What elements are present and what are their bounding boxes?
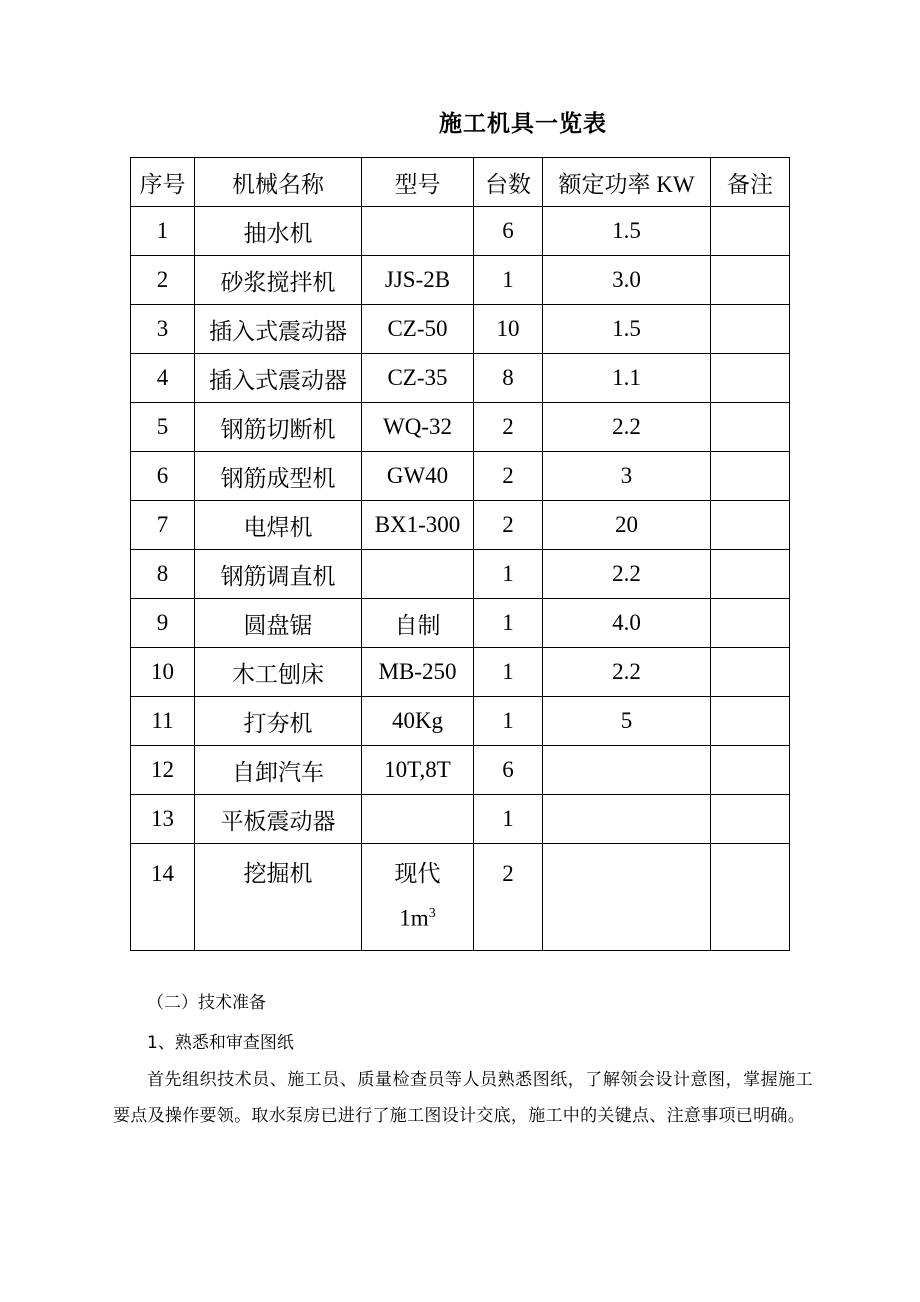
cell-qty: 1 <box>474 256 543 305</box>
cell-model: WQ-32 <box>362 403 474 452</box>
cell-name: 圆盘锯 <box>195 599 362 648</box>
cell-note <box>711 207 790 256</box>
cell-no: 13 <box>131 795 195 844</box>
section-heading: （二）技术准备 <box>147 993 266 1013</box>
cell-model: 40Kg <box>362 697 474 746</box>
table-row <box>131 354 790 403</box>
table-header-row <box>131 158 790 207</box>
table-row <box>131 452 790 501</box>
cell-no: 6 <box>131 452 195 501</box>
cell-power <box>543 844 711 951</box>
cell-model: CZ-50 <box>362 305 474 354</box>
cell-name: 钢筋调直机 <box>195 550 362 599</box>
cell-name: 抽水机 <box>195 207 362 256</box>
table-row <box>131 256 790 305</box>
cell-model: 10T,8T <box>362 746 474 795</box>
cell-name: 平板震动器 <box>195 795 362 844</box>
cell-note <box>711 599 790 648</box>
cell-name: 插入式震动器 <box>195 354 362 403</box>
cell-note <box>711 697 790 746</box>
cell-note <box>711 501 790 550</box>
cell-power <box>543 746 711 795</box>
cell-qty: 10 <box>474 305 543 354</box>
cell-power: 3.0 <box>543 256 711 305</box>
header-name: 机械名称 <box>195 158 362 207</box>
cell-qty: 1 <box>474 648 543 697</box>
cell-name: 自卸汽车 <box>195 746 362 795</box>
cell-note <box>711 403 790 452</box>
cell-note <box>711 550 790 599</box>
cell-model: GW40 <box>362 452 474 501</box>
cell-no: 10 <box>131 648 195 697</box>
cell-model <box>362 795 474 844</box>
cell-no: 12 <box>131 746 195 795</box>
page-title: 施工机具一览表 <box>439 110 607 137</box>
cell-power: 3 <box>543 452 711 501</box>
cell-power <box>543 795 711 844</box>
table-row <box>131 795 790 844</box>
cell-note <box>711 452 790 501</box>
cell-qty: 1 <box>474 599 543 648</box>
cell-qty: 1 <box>474 697 543 746</box>
table-row <box>131 550 790 599</box>
cell-qty: 6 <box>474 746 543 795</box>
cell-note <box>711 354 790 403</box>
cell-name: 电焊机 <box>195 501 362 550</box>
model-line-2 <box>362 894 473 939</box>
cell-power: 4.0 <box>543 599 711 648</box>
model-line-2-text: 1m <box>399 905 429 931</box>
cell-name: 钢筋切断机 <box>195 403 362 452</box>
model-line-1: 现代 <box>394 861 441 886</box>
table-row <box>131 697 790 746</box>
header-qty: 台数 <box>474 158 543 207</box>
subsection-heading: 1、熟悉和审查图纸 <box>147 1033 294 1053</box>
cell-note <box>711 256 790 305</box>
cell-no: 5 <box>131 403 195 452</box>
header-model: 型号 <box>362 158 474 207</box>
model-superscript: 3 <box>428 906 436 921</box>
cell-note <box>711 305 790 354</box>
cell-name: 砂浆搅拌机 <box>195 256 362 305</box>
cell-model: MB-250 <box>362 648 474 697</box>
cell-model <box>362 207 474 256</box>
cell-note <box>711 844 790 951</box>
cell-name: 插入式震动器 <box>195 305 362 354</box>
cell-model: JJS-2B <box>362 256 474 305</box>
cell-no: 14 <box>131 844 195 951</box>
cell-power: 1.5 <box>543 207 711 256</box>
table-row <box>131 305 790 354</box>
table-row <box>131 403 790 452</box>
cell-model: BX1-300 <box>362 501 474 550</box>
cell-qty: 2 <box>474 403 543 452</box>
cell-note <box>711 746 790 795</box>
table-row <box>131 746 790 795</box>
cell-qty: 2 <box>474 452 543 501</box>
cell-name: 挖掘机 <box>195 844 362 951</box>
table-row <box>131 599 790 648</box>
header-no: 序号 <box>131 158 195 207</box>
cell-power: 5 <box>543 697 711 746</box>
body-paragraph: 首先组织技术员、施工员、质量检查员等人员熟悉图纸，了解领会设计意图，掌握施工要点及操作要领。取水泵房已进行了施工图设计交底，施工中的关键点、注意事项已明确。 <box>113 1070 813 1126</box>
cell-name: 钢筋成型机 <box>195 452 362 501</box>
cell-power: 1.5 <box>543 305 711 354</box>
cell-power: 2.2 <box>543 403 711 452</box>
cell-no: 11 <box>131 697 195 746</box>
cell-power: 2.2 <box>543 648 711 697</box>
equipment-table <box>130 157 790 951</box>
cell-no: 3 <box>131 305 195 354</box>
table-row <box>131 844 790 951</box>
cell-no: 2 <box>131 256 195 305</box>
header-note: 备注 <box>711 158 790 207</box>
cell-name: 打夯机 <box>195 697 362 746</box>
cell-power: 1.1 <box>543 354 711 403</box>
cell-qty: 2 <box>474 501 543 550</box>
cell-model <box>362 550 474 599</box>
cell-qty: 1 <box>474 795 543 844</box>
cell-qty: 2 <box>474 844 543 951</box>
cell-note <box>711 648 790 697</box>
table-row <box>131 501 790 550</box>
cell-no: 8 <box>131 550 195 599</box>
table-row <box>131 648 790 697</box>
cell-name: 木工刨床 <box>195 648 362 697</box>
cell-qty: 8 <box>474 354 543 403</box>
cell-qty: 6 <box>474 207 543 256</box>
cell-no: 4 <box>131 354 195 403</box>
table-row <box>131 207 790 256</box>
cell-power: 20 <box>543 501 711 550</box>
cell-no: 9 <box>131 599 195 648</box>
cell-qty: 1 <box>474 550 543 599</box>
cell-no: 1 <box>131 207 195 256</box>
cell-power: 2.2 <box>543 550 711 599</box>
cell-no: 7 <box>131 501 195 550</box>
header-power: 额定功率 KW <box>543 158 711 207</box>
cell-model: CZ-35 <box>362 354 474 403</box>
cell-note <box>711 795 790 844</box>
cell-model: 自制 <box>362 599 474 648</box>
cell-model <box>362 844 474 951</box>
